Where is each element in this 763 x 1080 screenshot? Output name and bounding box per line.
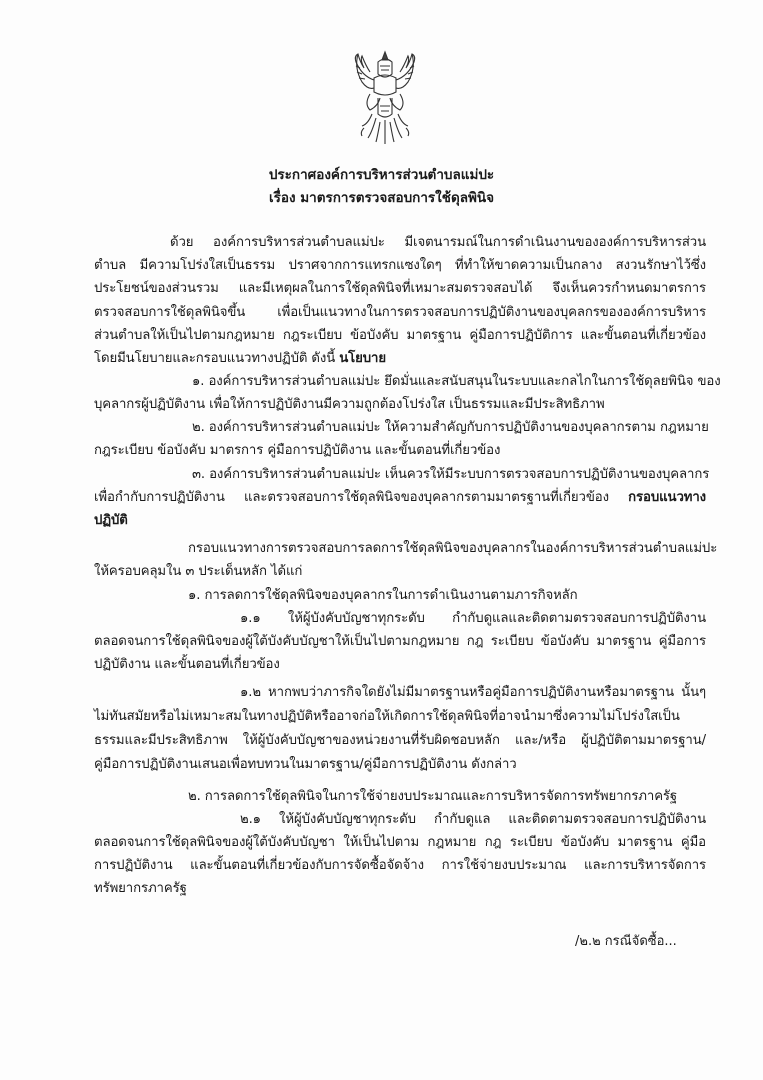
policy-item-3: ๓. องค์การบริหารส่วนตำบลแม่ปะ เห็นควรให้มีระบบการตรวจสอบการปฏิบัติงานของบุคลากร bbox=[192, 467, 710, 482]
item-1-1-cont: ตลอดจนการใช้ดุลพินิจของผู้ใต้บังคับบัญชาให้เป็นไปตามกฎหมาย กฎ ระเบียบ ข้อบังคับ มาตรฐาน คู่มือการ bbox=[94, 634, 706, 649]
intro-line: ตำบล มีความโปร่งใสเป็นธรรม ปราศจากการแทรกแซงใดๆ ที่ทำให้ขาดความเป็นกลาง สงวนรักษาไว้ซึ่ง bbox=[94, 258, 706, 273]
item-1-1: ๑.๑ ให้ผู้บังคับบัญชาทุกระดับ กำกับดูแลและติดตามตรวจสอบการปฏิบัติงาน bbox=[240, 611, 706, 626]
intro-line: ตรวจสอบการใช้ดุลพินิจขึ้น เพื่อเป็นแนวทางในการตรวจสอบการปฏิบัติงานของบุคลกรขององค์การบริหาร bbox=[94, 305, 706, 320]
policy-item-1: ๑. องค์การบริหารส่วนตำบลแม่ปะ ยึดมั่นและสนับสนุนในระบบและกลไกในการใช้ดุลยพินิจ ของ bbox=[192, 374, 721, 389]
intro-last-line: โดยมีนโยบายและกรอบแนวทางปฏิบัติ ดังนี้ นโยบาย bbox=[94, 351, 386, 366]
item-1-2: ๑.๒ หากพบว่าภารกิจใดยังไม่มีมาตรฐานหรือคู่มือการปฏิบัติงานหรือมาตรฐาน นั้นๆ bbox=[240, 685, 706, 700]
policy-item-1-cont: บุคลากรผู้ปฏิบัติงาน เพื่อให้การปฏิบัติงานมีความถูกต้องโปร่งใส เป็นธรรมและมีประสิทธิภาพ bbox=[94, 397, 605, 412]
item-1-2-cont: ไม่ทันสมัยหรือไม่เหมาะสมในทางปฏิบัติหรืออาจก่อให้เกิดการใช้ดุลพินิจที่อาจนำมาซึ่งความไม่โปร่งใสเป็น bbox=[94, 709, 680, 724]
item-2-1-cont: ทรัพยากรภาครัฐ bbox=[94, 881, 187, 896]
framework-intro-cont: ให้ครอบคลุมใน ๓ ประเด็นหลัก ได้แก่ bbox=[94, 564, 303, 579]
announcement-title: ประกาศองค์การบริหารส่วนตำบลแม่ปะ bbox=[268, 167, 495, 183]
policy-label: นโยบาย bbox=[339, 351, 386, 366]
policy-item-2: ๒. องค์การบริหารส่วนตำบลแม่ปะ ให้ความสำคัญกับการปฏิบัติงานของบุคลากรตาม กฎหมาย bbox=[192, 420, 709, 435]
item-2-1-cont: ตลอดจนการใช้ดุลพินิจของผู้ใต้บังคับบัญชา ให้เป็นไปตาม กฎหมาย กฎ ระเบียบ ข้อบังคับ มาตรฐาน คู่มือ bbox=[94, 835, 706, 850]
continuation-marker: /๒.๒ กรณีจัดซื้อ... bbox=[575, 934, 677, 949]
intro-line: ประโยชน์ของส่วนรวม และมีเหตุผลในการใช้ดุลพินิจที่เหมาะสมตรวจสอบได้ จึงเห็นควรกำหนดมาตรการ bbox=[94, 281, 706, 296]
framework-intro: กรอบแนวทางการตรวจสอบการลดการใช้ดุลพินิจของบุคลากรในองค์การบริหารส่วนตำบลแม่ปะ bbox=[188, 541, 718, 556]
item-1-2-cont: คู่มือการปฏิบัติงานเสนอเพื่อทบทวนในมาตรฐาน/คู่มือการปฏิบัติงาน ดังกล่าว bbox=[94, 757, 517, 772]
garuda-emblem-icon bbox=[350, 48, 420, 146]
section-1-heading: ๑. การลดการใช้ดุลพินิจของบุคลากรในการดำเนินงานตามภารกิจหลัก bbox=[188, 588, 578, 603]
announcement-subject: เรื่อง มาตรการตรวจสอบการใช้ดุลพินิจ bbox=[268, 190, 495, 206]
item-1-2-cont: ธรรมและมีประสิทธิภาพ ให้ผู้บังคับบัญชาของหน่วยงานที่รับผิดชอบหลัก และ/หรือ ผู้ปฏิบัติตามมาตรฐาน/ bbox=[94, 733, 706, 748]
item-2-1-cont: การปฏิบัติงาน และขั้นตอนที่เกี่ยวข้องกับการจัดซื้อจัดจ้าง การใช้จ่ายงบประมาณ และการบริหารจัดการ bbox=[94, 858, 706, 873]
item-2-1: ๒.๑ ให้ผู้บังคับบัญชาทุกระดับ กำกับดูแล และติดตามตรวจสอบการปฏิบัติงาน bbox=[240, 812, 706, 827]
item-1-1-cont: ปฏิบัติงาน และขั้นตอนที่เกี่ยวข้อง bbox=[94, 657, 280, 672]
intro-line: ส่วนตำบลให้เป็นไปตามกฎหมาย กฎระเบียบ ข้อบังคับ มาตรฐาน คู่มือการปฏิบัติการ และขั้นตอนที่เกี่ยวข้อง bbox=[94, 328, 706, 343]
intro-line: ด้วย องค์การบริหารส่วนตำบลแม่ปะ มีเจตนารมณ์ในการดำเนินงานขององค์การบริหารส่วน bbox=[170, 235, 706, 250]
policy-item-2-cont: กฎระเบียบ ข้อบังคับ มาตรการ คู่มือการปฏิบัติงาน และขั้นตอนที่เกี่ยวข้อง bbox=[94, 443, 501, 458]
framework-label: กรอบแนวทาง bbox=[628, 490, 706, 505]
policy-item-3-cont: เพื่อกำกับการปฏิบัติงาน และตรวจสอบการใช้ดุลพินิจของบุคลากรตามมาตรฐานที่เกี่ยวข้อง กรอบแนวทาง bbox=[94, 490, 706, 505]
section-2-heading: ๒. การลดการใช้ดุลพินิจในการใช้จ่ายงบประมาณและการบริหารจัดการทรัพยากรภาครัฐ bbox=[188, 789, 678, 804]
policy-item-3-cont2: ปฏิบัติ bbox=[94, 513, 128, 528]
